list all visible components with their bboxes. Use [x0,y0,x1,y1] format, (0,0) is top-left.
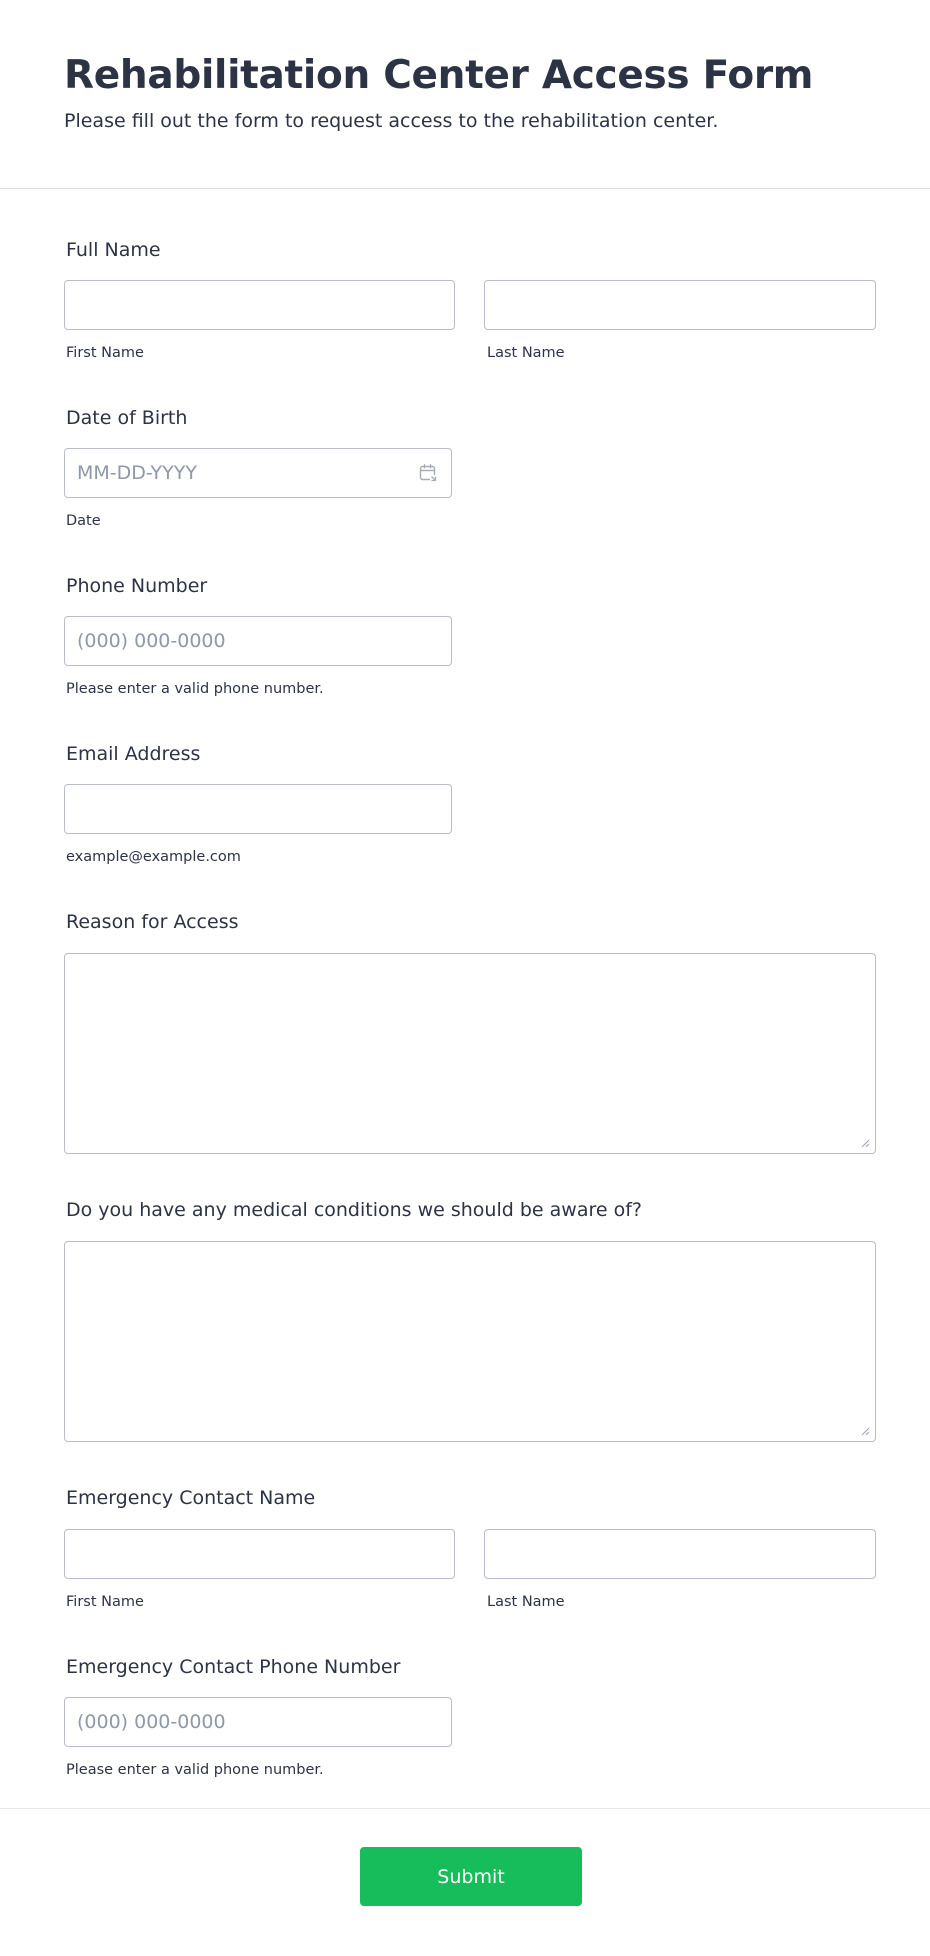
phone-number-input[interactable] [64,616,452,666]
form-subtitle: Please fill out the form to request access to the rehabilitation center. [64,110,719,132]
emergency-contact-phone-label: Emergency Contact Phone Number [66,1656,401,1678]
emergency-last-name-input[interactable] [484,1529,876,1579]
submit-button[interactable]: Submit [360,1847,582,1906]
form-title: Rehabilitation Center Access Form [64,53,814,98]
email-address-input[interactable] [64,784,452,834]
first-name-input[interactable] [64,280,455,330]
reason-for-access-textarea[interactable] [64,953,876,1154]
date-of-birth-input[interactable] [64,448,452,498]
phone-number-label: Phone Number [66,575,208,597]
email-address-sublabel: example@example.com [66,849,241,865]
last-name-input[interactable] [484,280,876,330]
medical-conditions-textarea[interactable] [64,1241,876,1442]
medical-conditions-label: Do you have any medical conditions we should be aware of? [66,1199,642,1221]
reason-for-access-label: Reason for Access [66,911,239,933]
full-name-label: Full Name [66,239,161,261]
emergency-last-name-sublabel: Last Name [487,1594,565,1610]
footer-divider [0,1808,930,1809]
email-address-label: Email Address [66,743,201,765]
resize-handle-icon[interactable] [860,1426,870,1436]
emergency-contact-name-label: Emergency Contact Name [66,1487,316,1509]
phone-number-sublabel: Please enter a valid phone number. [66,681,324,697]
last-name-sublabel: Last Name [487,345,565,361]
emergency-first-name-input[interactable] [64,1529,455,1579]
form-header [0,0,930,189]
emergency-contact-phone-input[interactable] [64,1697,452,1747]
emergency-first-name-sublabel: First Name [66,1594,144,1610]
first-name-sublabel: First Name [66,345,144,361]
calendar-icon[interactable] [418,463,438,483]
date-of-birth-label: Date of Birth [66,407,188,429]
date-sublabel: Date [66,513,101,529]
emergency-contact-phone-sublabel: Please enter a valid phone number. [66,1762,324,1778]
resize-handle-icon[interactable] [860,1138,870,1148]
